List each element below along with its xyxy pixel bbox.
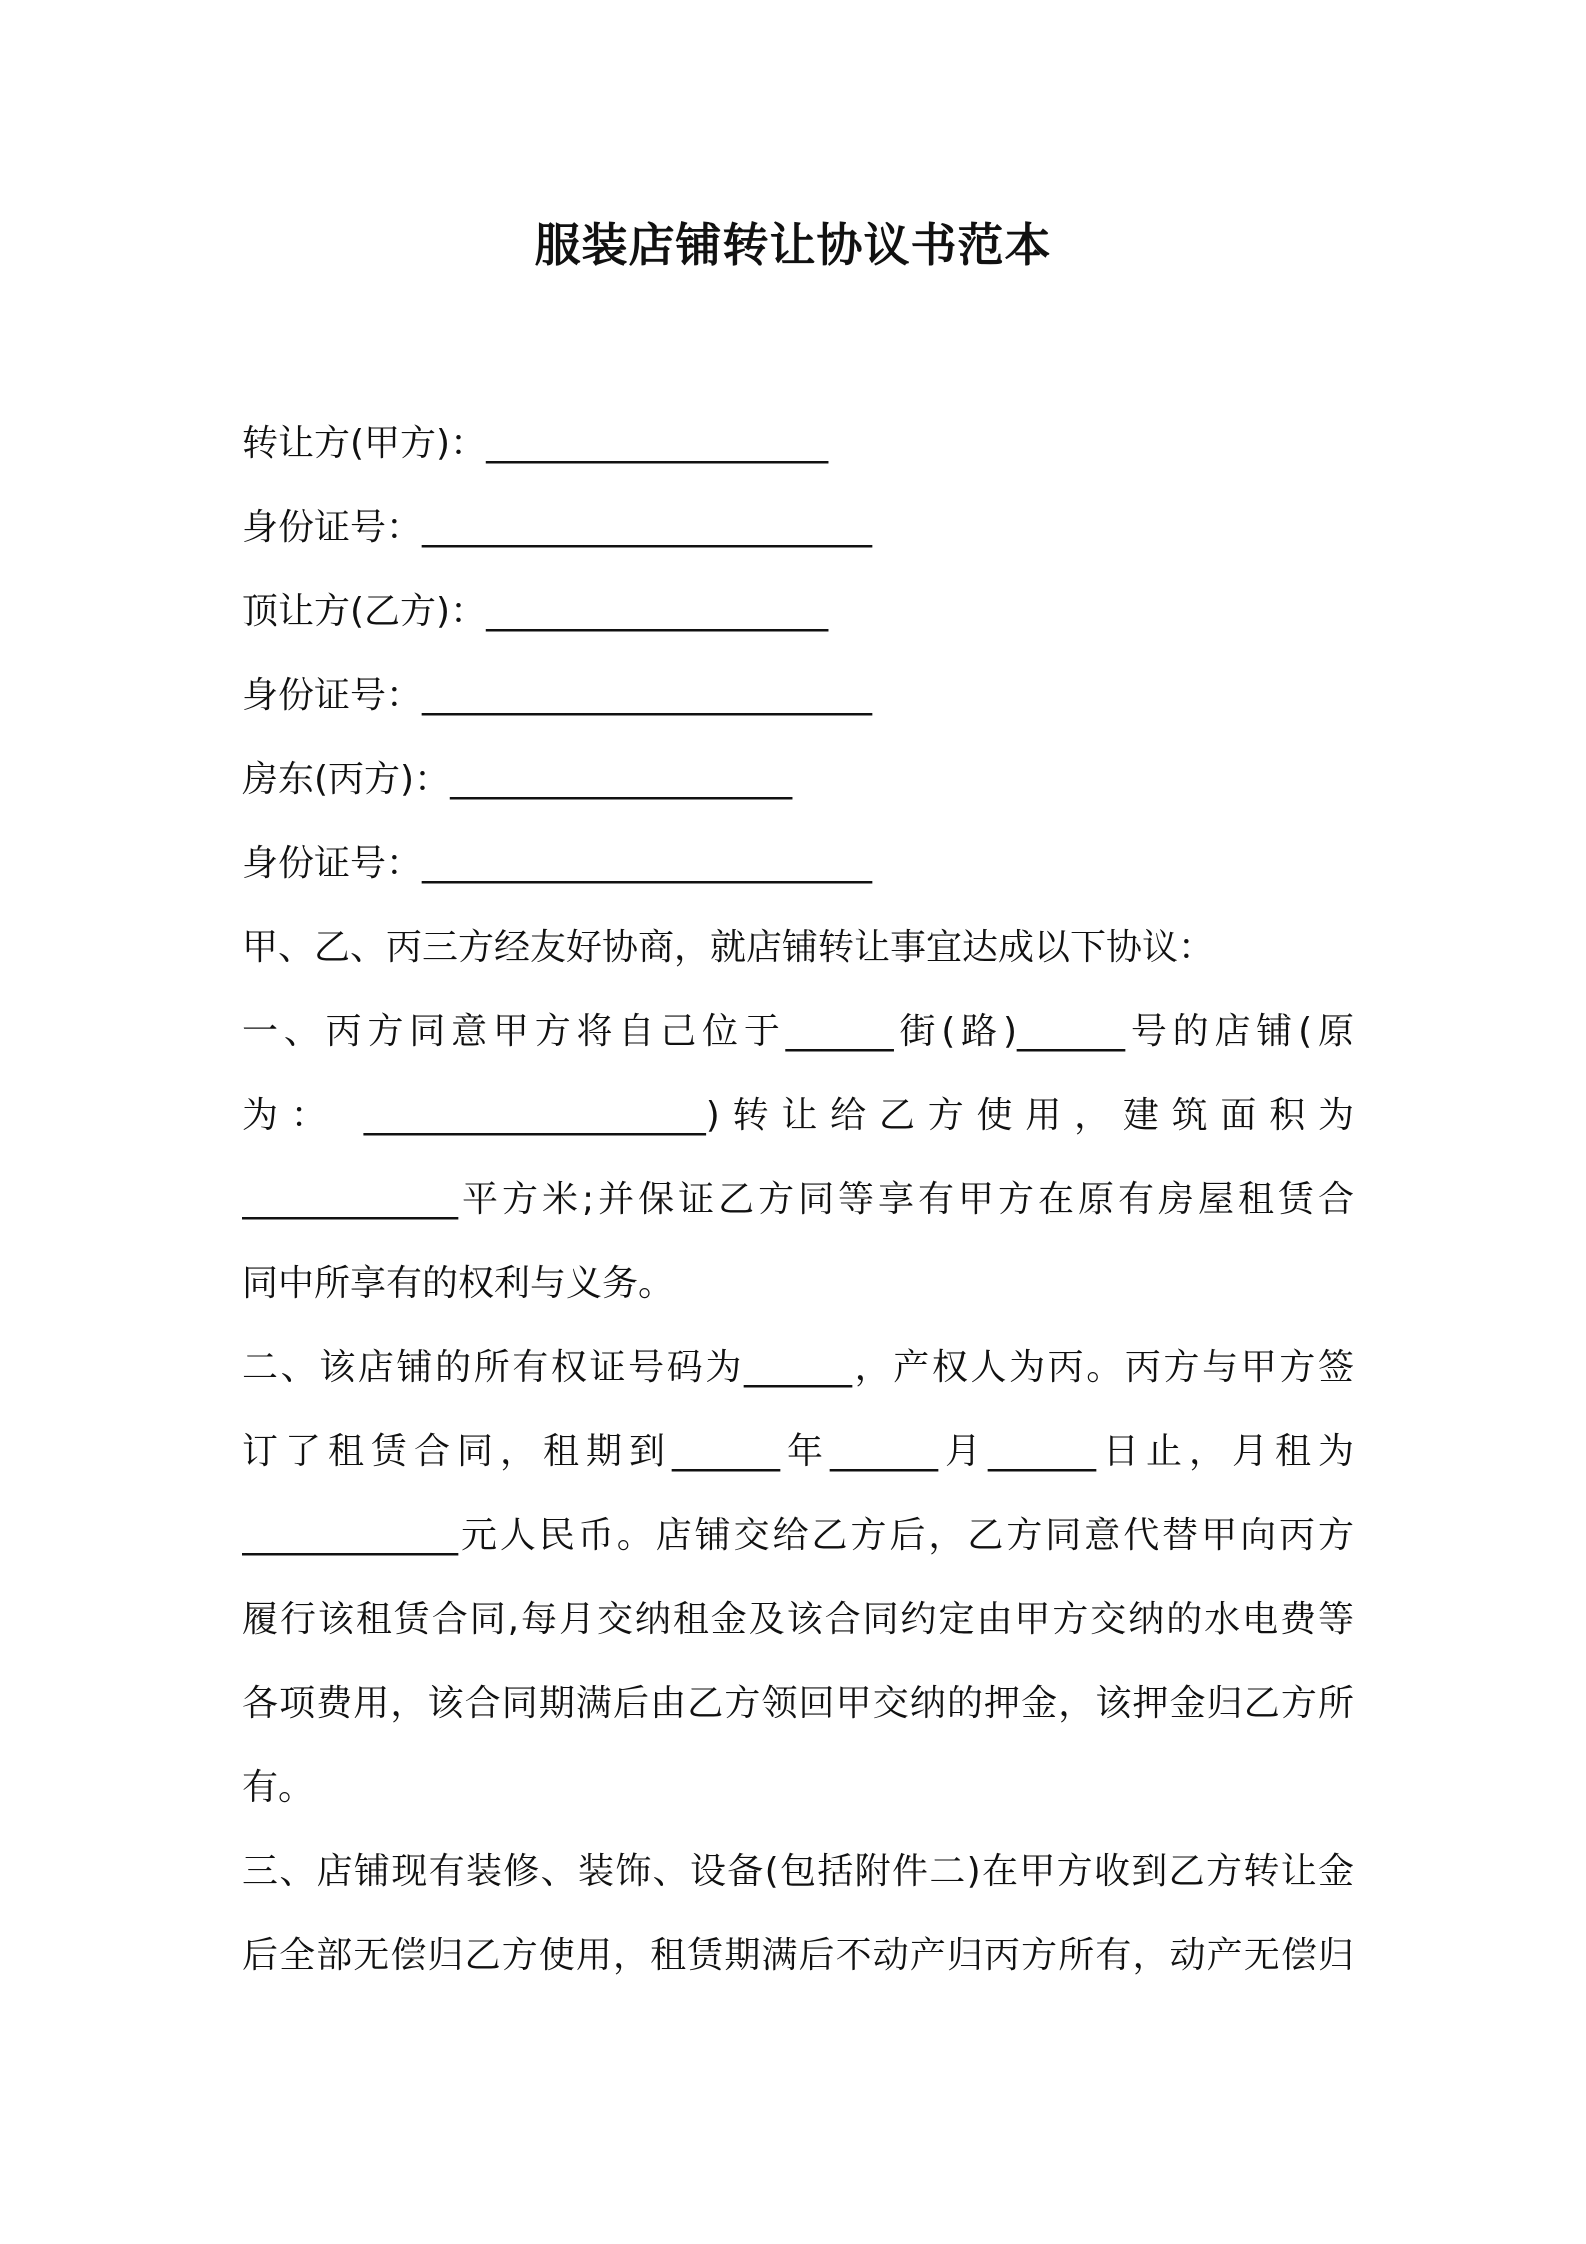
field-transferee: 顶让方(乙方)：___________________: [242, 591, 829, 632]
intro-paragraph: 甲、乙、丙三方经友好协商，就店铺转让事宜达成以下协议：: [242, 927, 1215, 968]
document-body: [242, 402, 1354, 1998]
field-landlord-id: 身份证号：_________________________: [242, 843, 873, 884]
clause-2-line: 二、该店铺的所有权证号码为______，产权人为丙。丙方与甲方签: [242, 1347, 1354, 1388]
clause-1-line: ____________平方米;并保证乙方同等享有甲方在原有房屋租赁合: [242, 1179, 1354, 1220]
field-landlord: 房东(丙方)：___________________: [242, 759, 793, 800]
clause-1-line: 为： ___________________)转让给乙方使用，建筑面积为: [242, 1095, 1354, 1136]
field-transferor-id: 身份证号：_________________________: [242, 507, 873, 548]
clause-2-line: ____________元人民币。店铺交给乙方后，乙方同意代替甲向丙方: [242, 1515, 1354, 1556]
clause-3-line: 后全部无偿归乙方使用，租赁期满后不动产归丙方所有，动产无偿归: [242, 1935, 1354, 1976]
clause-2-line: 订了租赁合同，租期到______年______月______日止，月租为: [242, 1431, 1354, 1472]
document-title: 服装店铺转让协议书范本: [534, 218, 1052, 272]
clause-2-line: 有。: [242, 1767, 315, 1808]
clause-2-line: 各项费用，该合同期满后由乙方领回甲交纳的押金，该押金归乙方所: [242, 1683, 1354, 1724]
clause-2-line: 履行该租赁合同,每月交纳租金及该合同约定由甲方交纳的水电费等: [242, 1599, 1354, 1640]
clause-1-line: 一、丙方同意甲方将自己位于______街(路)______号的店铺(原: [242, 1011, 1354, 1052]
clause-1-line: 同中所享有的权利与义务。: [242, 1263, 675, 1304]
clause-3-line: 三、店铺现有装修、装饰、设备(包括附件二)在甲方收到乙方转让金: [242, 1851, 1354, 1892]
field-transferee-id: 身份证号：_________________________: [242, 675, 873, 716]
field-transferor: 转让方(甲方)：___________________: [242, 423, 829, 464]
